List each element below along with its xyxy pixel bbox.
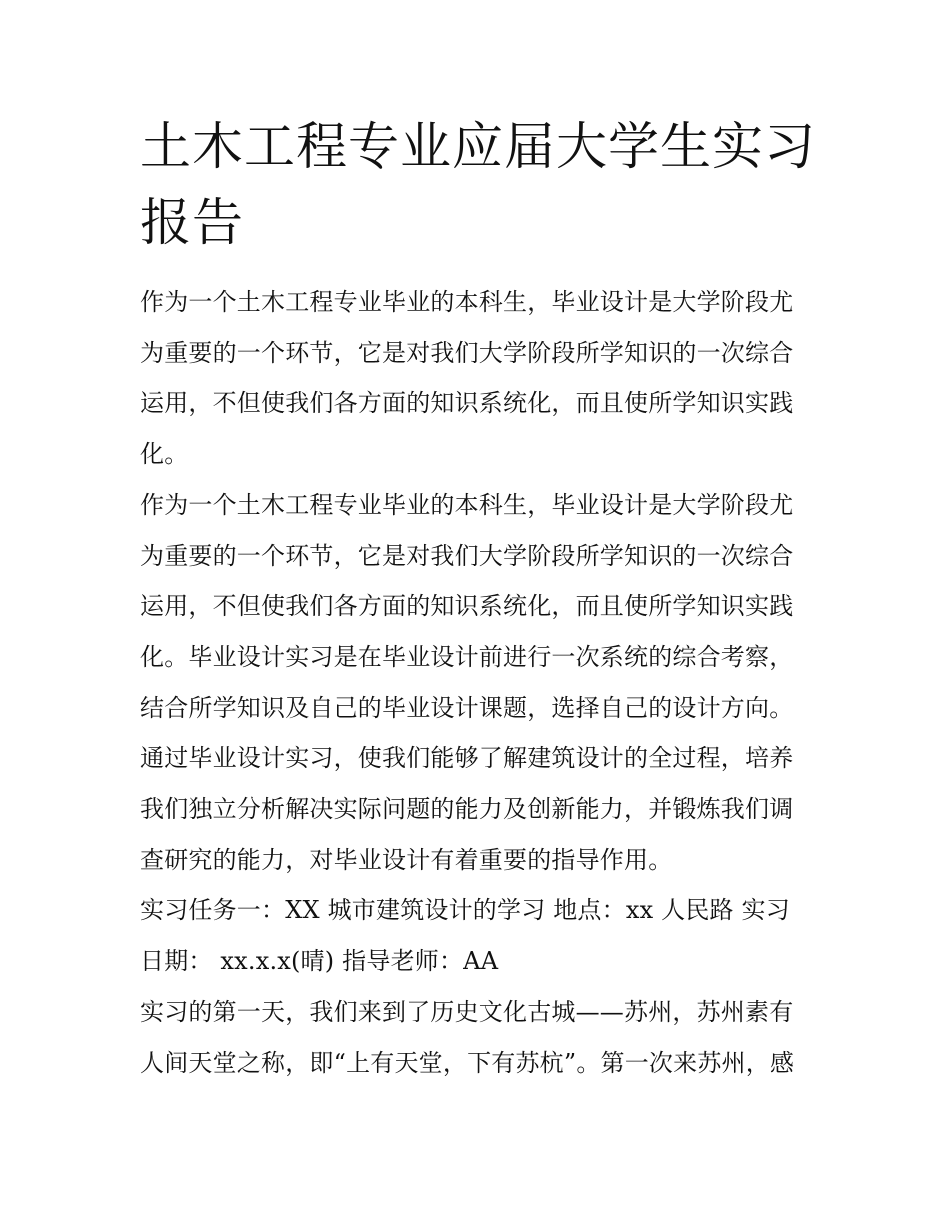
text-line: 查研究的能力，对毕业设计有着重要的指导作用。 bbox=[140, 845, 673, 874]
text-line: 作为一个土木工程专业毕业的本科生，毕业设计是大学阶段尤 bbox=[140, 490, 794, 519]
title-line: 报告 bbox=[140, 194, 245, 253]
document-title bbox=[140, 110, 820, 262]
text-line: 为重要的一个环节，它是对我们大学阶段所学知识的一次综合 bbox=[140, 541, 794, 570]
text-line: 化。 bbox=[140, 440, 189, 469]
text-line: 为重要的一个环节，它是对我们大学阶段所学知识的一次综合 bbox=[140, 338, 794, 367]
paragraph-purpose bbox=[140, 480, 820, 886]
paragraph-first-day bbox=[140, 987, 820, 1088]
text-line: 结合所学知识及自己的毕业设计课题，选择自己的设计方向。 bbox=[140, 693, 794, 722]
text-line: 运用，不但使我们各方面的知识系统化，而且使所学知识实践 bbox=[140, 389, 794, 418]
text-line: 我们独立分析解决实际问题的能力及创新能力，并锻炼我们调 bbox=[140, 795, 794, 824]
text-line: 化。毕业设计实习是在毕业设计前进行一次系统的综合考察， bbox=[140, 642, 794, 671]
document-body bbox=[140, 277, 820, 1088]
title-line: 土木工程专业应届大学生实习 bbox=[140, 118, 817, 177]
text-line: 运用，不但使我们各方面的知识系统化，而且使所学知识实践 bbox=[140, 592, 794, 621]
paragraph-intro bbox=[140, 277, 820, 480]
text-line: 人间天堂之称，即“上有天堂，下有苏杭”。第一次来苏州，感 bbox=[140, 1048, 795, 1077]
paragraph-task-info bbox=[140, 885, 820, 986]
text-line: 实习的第一天，我们来到了历史文化古城——苏州，苏州素有 bbox=[140, 997, 794, 1026]
text-line: 日期： xx.x.x(晴) 指导老师：AA bbox=[140, 947, 499, 976]
text-line: 作为一个土木工程专业毕业的本科生，毕业设计是大学阶段尤 bbox=[140, 288, 794, 316]
text-line: 实习任务一：XX 城市建筑设计的学习 地点：xx 人民路 实习 bbox=[140, 896, 790, 925]
text-line: 通过毕业设计实习，使我们能够了解建筑设计的全过程，培养 bbox=[140, 744, 794, 773]
